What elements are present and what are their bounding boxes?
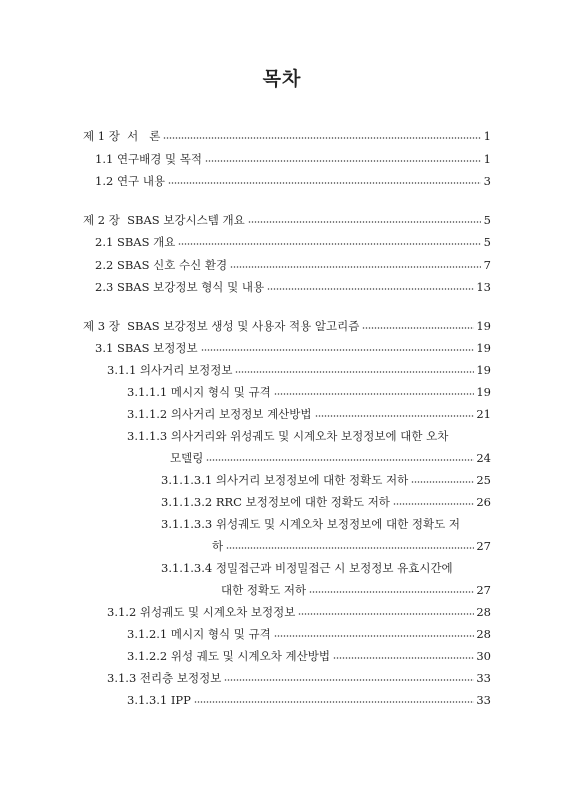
toc-entry-page: 1 <box>483 152 491 166</box>
toc-entry-label: 3.1.1.3 의사거리와 위성궤도 및 시계오차 보정정보에 대한 오차 <box>127 429 449 443</box>
toc-entry-page: 19 <box>476 341 491 355</box>
toc-entry-page: 33 <box>476 671 491 685</box>
toc-entry-continuation <box>170 449 491 465</box>
toc-entry-label: 3.1.1.1 메시지 형식 및 규격 <box>127 385 271 399</box>
toc-entry <box>127 383 491 399</box>
toc-entry-page: 28 <box>476 627 491 641</box>
toc-leader-dots <box>267 288 474 290</box>
toc-leader-dots <box>248 221 481 223</box>
toc-leader-dots <box>309 591 474 593</box>
toc-entry <box>107 361 491 377</box>
toc-entry <box>95 339 491 355</box>
page-title: 목차 <box>262 68 302 90</box>
toc-entry <box>95 233 491 249</box>
toc-entry-label: 3.1.1 의사거리 보정정보 <box>107 363 233 377</box>
toc-leader-dots <box>205 160 481 162</box>
toc-leader-dots <box>235 371 474 373</box>
toc-entry <box>127 647 491 663</box>
toc-entry-label: 제 1 장 서 론 <box>83 129 161 143</box>
toc-leader-dots <box>315 415 475 417</box>
toc-entry <box>83 127 491 143</box>
toc-entry-label: 대한 정확도 저하 <box>221 583 307 597</box>
toc-leader-dots <box>298 613 474 615</box>
toc-entry-label: 3.1.1.3.1 의사거리 보정정보에 대한 정확도 저하 <box>161 473 409 487</box>
toc-entry <box>95 150 491 166</box>
toc-entry-page: 28 <box>476 605 491 619</box>
toc-leader-dots <box>230 266 481 268</box>
toc-entry-page: 27 <box>476 583 491 597</box>
toc-entry-page: 19 <box>476 385 491 399</box>
toc-entry-page: 19 <box>476 363 491 377</box>
toc-entry <box>161 559 491 575</box>
toc-entry-label: 3.1 SBAS 보정정보 <box>95 341 198 355</box>
toc-entry <box>83 317 491 333</box>
toc-entry-page: 7 <box>483 258 491 272</box>
toc-entry <box>107 669 491 685</box>
toc-entry-page: 33 <box>476 693 491 707</box>
toc-entry-label: 1.2 연구 내용 <box>95 174 166 188</box>
toc-entry-page: 21 <box>476 407 491 421</box>
toc-entry-label: 3.1.2 위성궤도 및 시계오차 보정정보 <box>107 605 296 619</box>
toc-entry-continuation <box>221 581 491 597</box>
toc-entry <box>107 603 491 619</box>
toc-entry-label: 2.2 SBAS 신호 수신 환경 <box>95 258 228 272</box>
toc-leader-dots <box>206 459 474 461</box>
toc-entry-page: 27 <box>476 539 491 553</box>
toc-leader-dots <box>168 182 481 184</box>
toc-entry-page: 13 <box>476 280 491 294</box>
toc-entry-label: 3.1.1.3.4 정밀접근과 비정밀접근 시 보정정보 유효시간에 <box>161 561 453 575</box>
toc-entry <box>127 691 491 707</box>
toc-entry-label: 모델링 <box>170 451 204 465</box>
toc-entry-label: 3.1.2.1 메시지 형식 및 규격 <box>127 627 271 641</box>
toc-leader-dots <box>201 349 475 351</box>
toc-entry-label: 3.1.3 전리층 보정정보 <box>107 671 222 685</box>
toc-entry-page: 24 <box>476 451 491 465</box>
toc-leader-dots <box>163 137 481 139</box>
toc-entry <box>127 427 491 443</box>
toc-entry-label: 제 2 장 SBAS 보강시스템 개요 <box>83 213 245 227</box>
toc-entry-page: 25 <box>476 473 491 487</box>
toc-entry-page: 5 <box>483 235 491 249</box>
toc-entry <box>127 405 491 421</box>
toc-entry-page: 19 <box>476 319 491 333</box>
toc-entry <box>95 278 491 294</box>
toc-entry-label: 하 <box>212 539 224 553</box>
toc-leader-dots <box>393 503 474 505</box>
toc-entry <box>127 625 491 641</box>
toc-entry-page: 3 <box>483 174 491 188</box>
toc-entry <box>95 172 491 188</box>
toc-entry-page: 5 <box>483 213 491 227</box>
toc-leader-dots <box>178 243 481 245</box>
toc-entry-label: 제 3 장 SBAS 보강정보 생성 및 사용자 적용 알고리즘 <box>83 319 360 333</box>
toc-entry <box>95 256 491 272</box>
toc-entry-page: 26 <box>476 495 491 509</box>
toc-leader-dots <box>411 481 474 483</box>
toc-entry-label: 3.1.3.1 IPP <box>127 693 191 707</box>
toc-entry <box>161 515 491 531</box>
toc-entry-page: 1 <box>483 129 491 143</box>
toc-entry <box>83 211 491 227</box>
toc-leader-dots <box>274 635 475 637</box>
toc-entry-label: 2.3 SBAS 보강정보 형식 및 내용 <box>95 280 265 294</box>
toc-entry-continuation <box>212 537 491 553</box>
toc-entry-label: 3.1.1.2 의사거리 보정정보 계산방법 <box>127 407 312 421</box>
toc-leader-dots <box>224 679 474 681</box>
toc-entry-page: 30 <box>476 649 491 663</box>
toc-entry-label: 3.1.1.3.3 위성궤도 및 시계오차 보정정보에 대한 정확도 저 <box>161 517 460 531</box>
toc-entry-label: 3.1.2.2 위성 궤도 및 시계오차 계산방법 <box>127 649 330 663</box>
toc-leader-dots <box>274 393 475 395</box>
toc-entry <box>161 493 491 509</box>
toc-leader-dots <box>194 701 474 703</box>
toc-leader-dots <box>226 547 474 549</box>
toc-leader-dots <box>333 657 474 659</box>
toc-entry-label: 2.1 SBAS 개요 <box>95 235 176 249</box>
toc-leader-dots <box>362 327 474 329</box>
toc-entry-label: 1.1 연구배경 및 목적 <box>95 152 203 166</box>
toc-entry-label: 3.1.1.3.2 RRC 보정정보에 대한 정확도 저하 <box>161 495 390 509</box>
toc-entry <box>161 471 491 487</box>
